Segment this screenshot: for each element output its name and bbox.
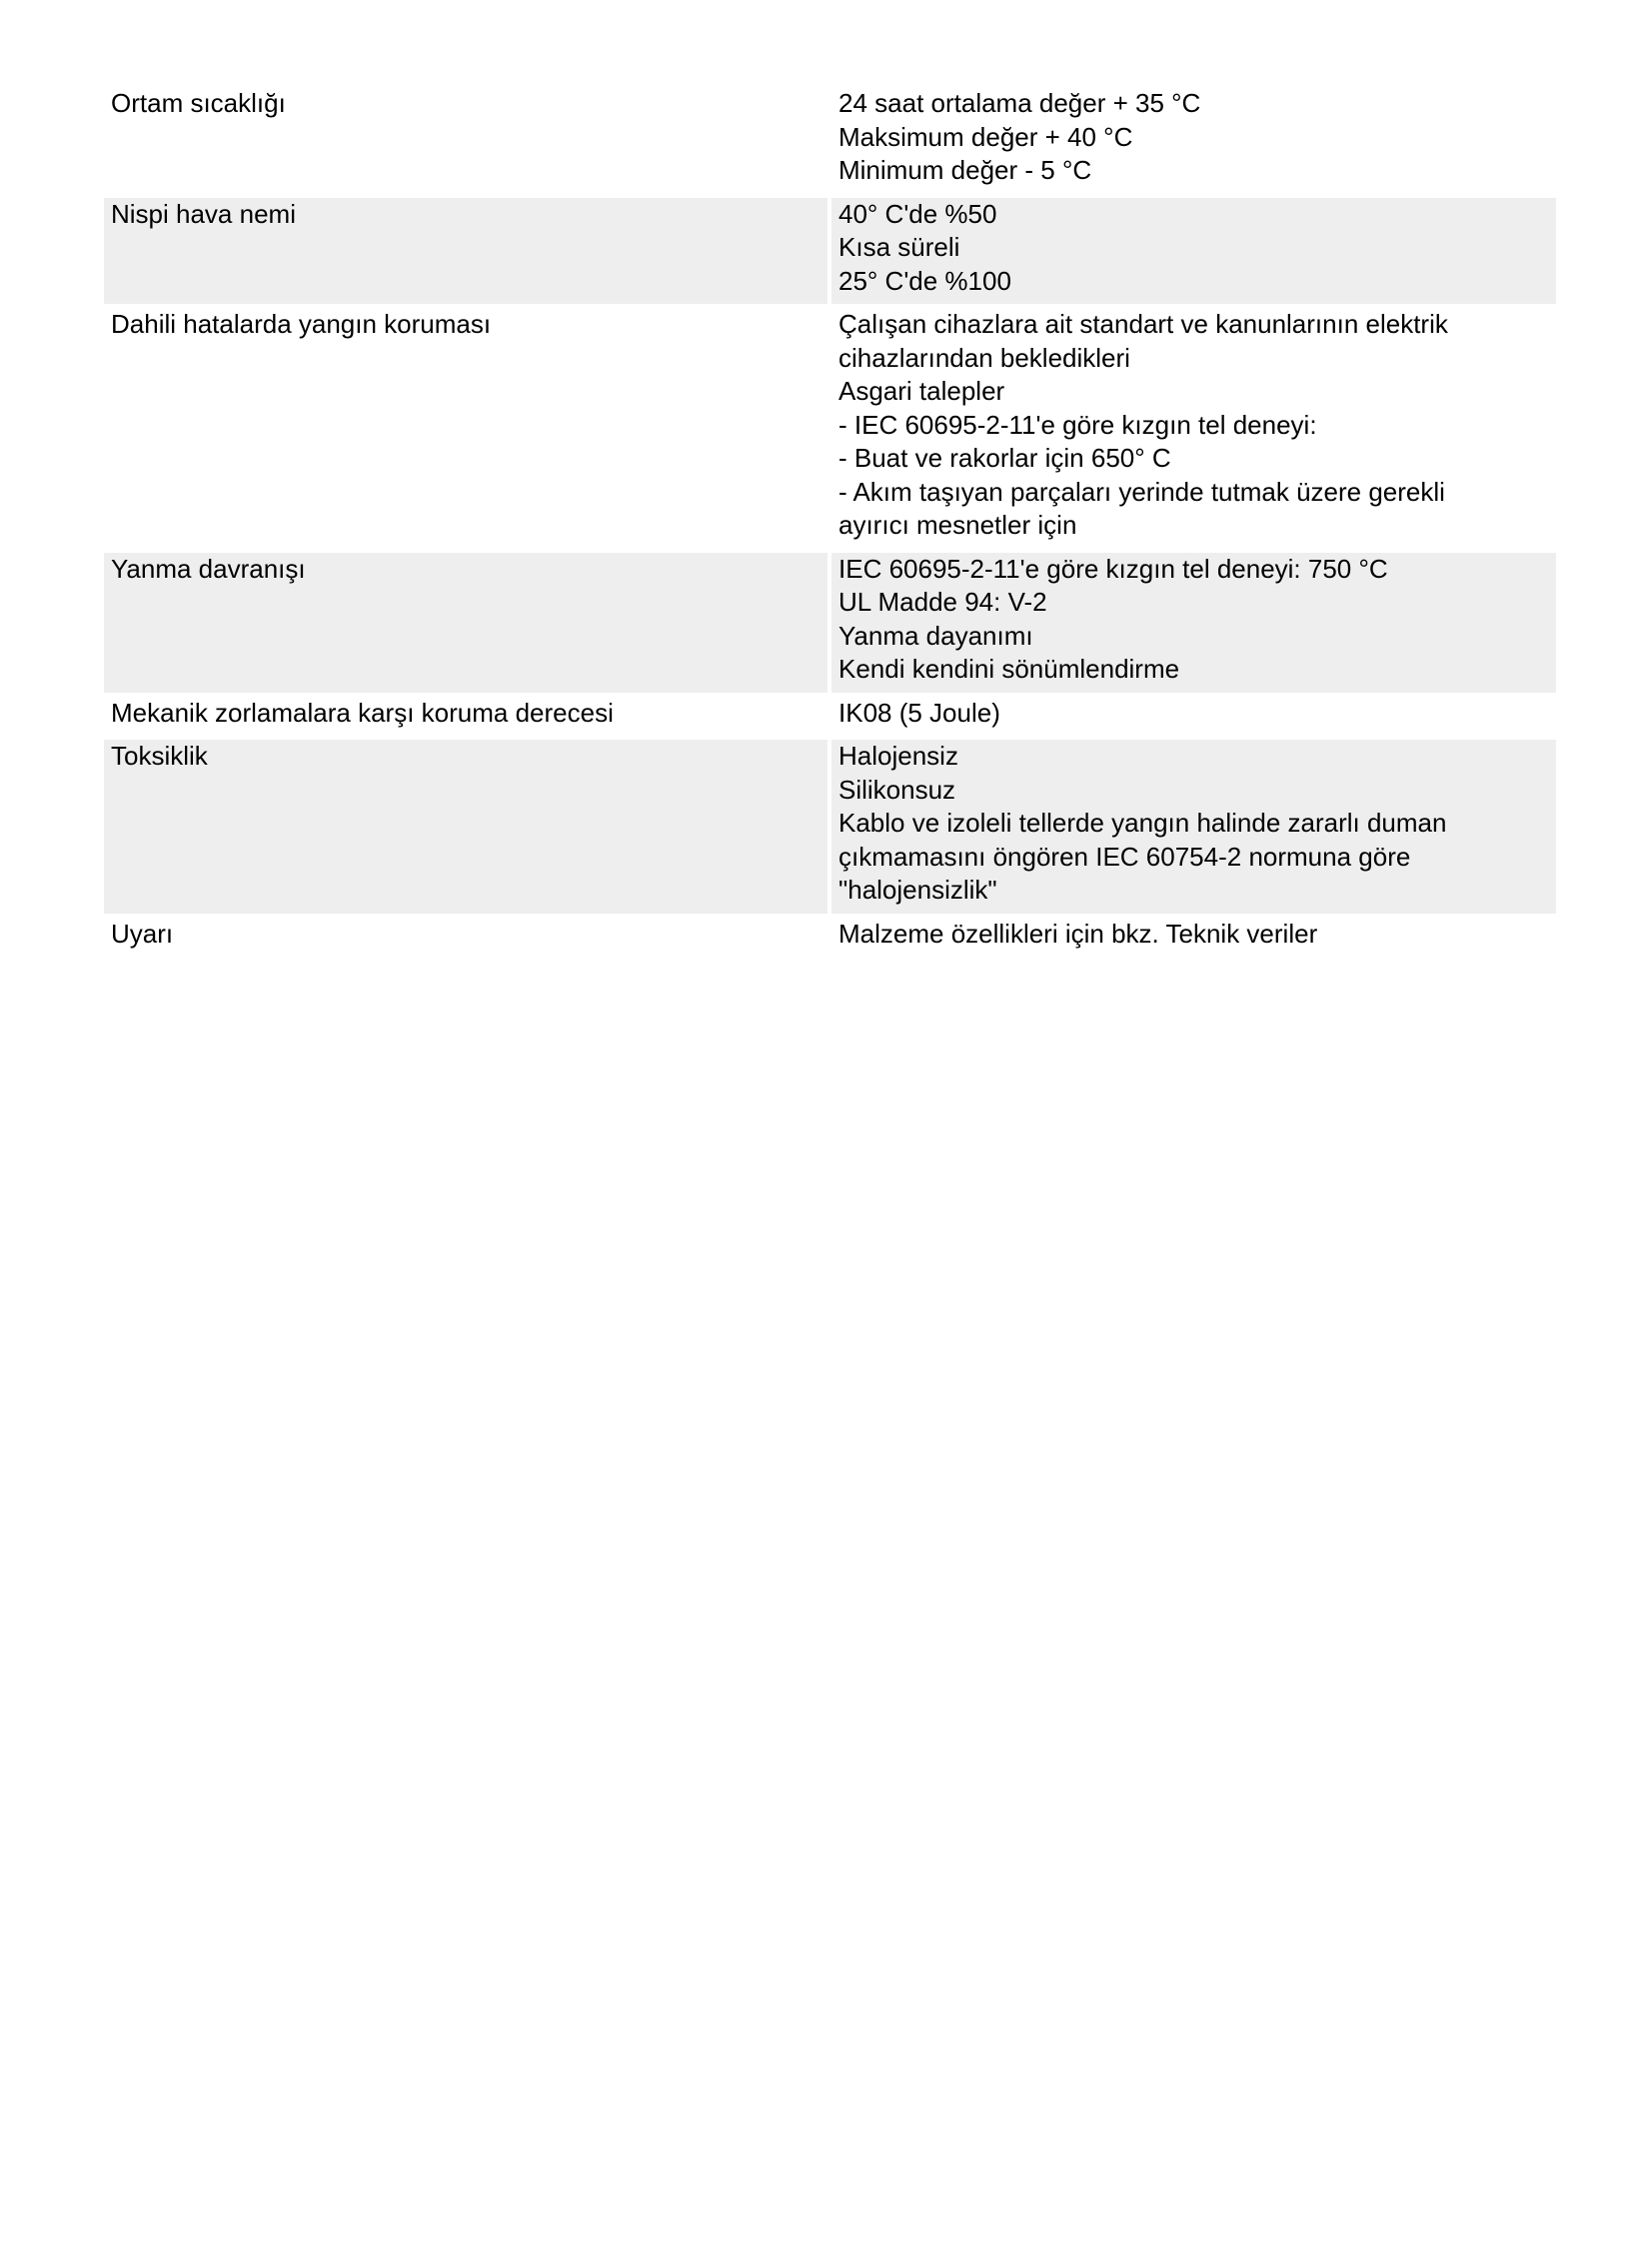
spec-value-line: - Buat ve rakorlar için 650° C (838, 443, 1171, 473)
spec-label: Toksiklik (104, 740, 827, 914)
spec-value-line: IK08 (5 Joule) (838, 697, 1000, 728)
spec-value (831, 697, 1556, 737)
spec-value-line: Kendi kendini sönümlendirme (838, 654, 1180, 684)
spec-row-yanma-davranisi (104, 553, 1556, 693)
spec-value-line: Malzeme özellikleri için bkz. Teknik veriler (838, 918, 1318, 949)
spec-value (831, 198, 1556, 305)
spec-value-line: IEC 60695-2-11'e göre kızgın tel deneyi: 750 °C (838, 553, 1388, 584)
spec-row-uyari (104, 918, 1556, 958)
spec-label: Dahili hatalarda yangın koruması (111, 309, 492, 339)
spec-value-line: Maksimum değer + 40 °C (838, 121, 1133, 152)
spec-label: Uyarı (111, 918, 174, 949)
spec-row-nispi-hava-nemi (104, 198, 1556, 305)
spec-value (831, 308, 1556, 549)
spec-row-ortam-sicakligi (104, 87, 1556, 194)
spec-value-line: UL Madde 94: V-2 (838, 587, 1047, 617)
spec-value-line: 40° C'de %50 (838, 198, 997, 229)
spec-value-line: 25° C'de %100 (838, 265, 1011, 296)
spec-value-line: Yanma dayanımı (838, 620, 1033, 651)
spec-row-mekanik-koruma (104, 697, 1556, 737)
spec-value (831, 87, 1556, 194)
spec-value-line: Halojensiz (838, 741, 958, 771)
spec-value (831, 740, 1556, 914)
spec-label: Mekanik zorlamalara karşı koruma derecesi (111, 697, 614, 728)
spec-label: Yanma davranışı (104, 553, 827, 693)
spec-value (831, 918, 1556, 958)
spec-value-line: - IEC 60695-2-11'e göre kızgın tel deneyi: (838, 409, 1317, 440)
spec-value (831, 553, 1556, 693)
spec-label: Ortam sıcaklığı (111, 88, 286, 118)
spec-value-line: Silikonsuz (838, 774, 956, 805)
spec-value-line: ayırıcı mesnetler için (838, 510, 1077, 540)
spec-value-line: Minimum değer - 5 °C (838, 155, 1092, 185)
spec-value-line: Çalışan cihazlara ait standart ve kanunlarının elektrik (838, 309, 1448, 339)
spec-value-line: çıkmamasını öngören IEC 60754-2 normuna göre (838, 841, 1411, 872)
spec-value-line: Asgari talepler (838, 376, 1005, 406)
spec-value-line: Kısa süreli (838, 232, 960, 262)
spec-row-yangin-korumasi (104, 308, 1556, 549)
spec-row-toksiklik (104, 740, 1556, 914)
spec-table (100, 83, 1560, 961)
spec-value-line: 24 saat ortalama değer + 35 °C (838, 88, 1201, 118)
spec-value-line: Kablo ve izoleli tellerde yangın halinde zararlı duman (838, 808, 1447, 838)
spec-value-line: cihazlarından bekledikleri (838, 342, 1130, 373)
spec-label: Nispi hava nemi (104, 198, 827, 305)
spec-value-line: - Akım taşıyan parçaları yerinde tutmak üzere gerekli (838, 476, 1445, 507)
spec-value-line: "halojensizlik" (838, 875, 997, 905)
